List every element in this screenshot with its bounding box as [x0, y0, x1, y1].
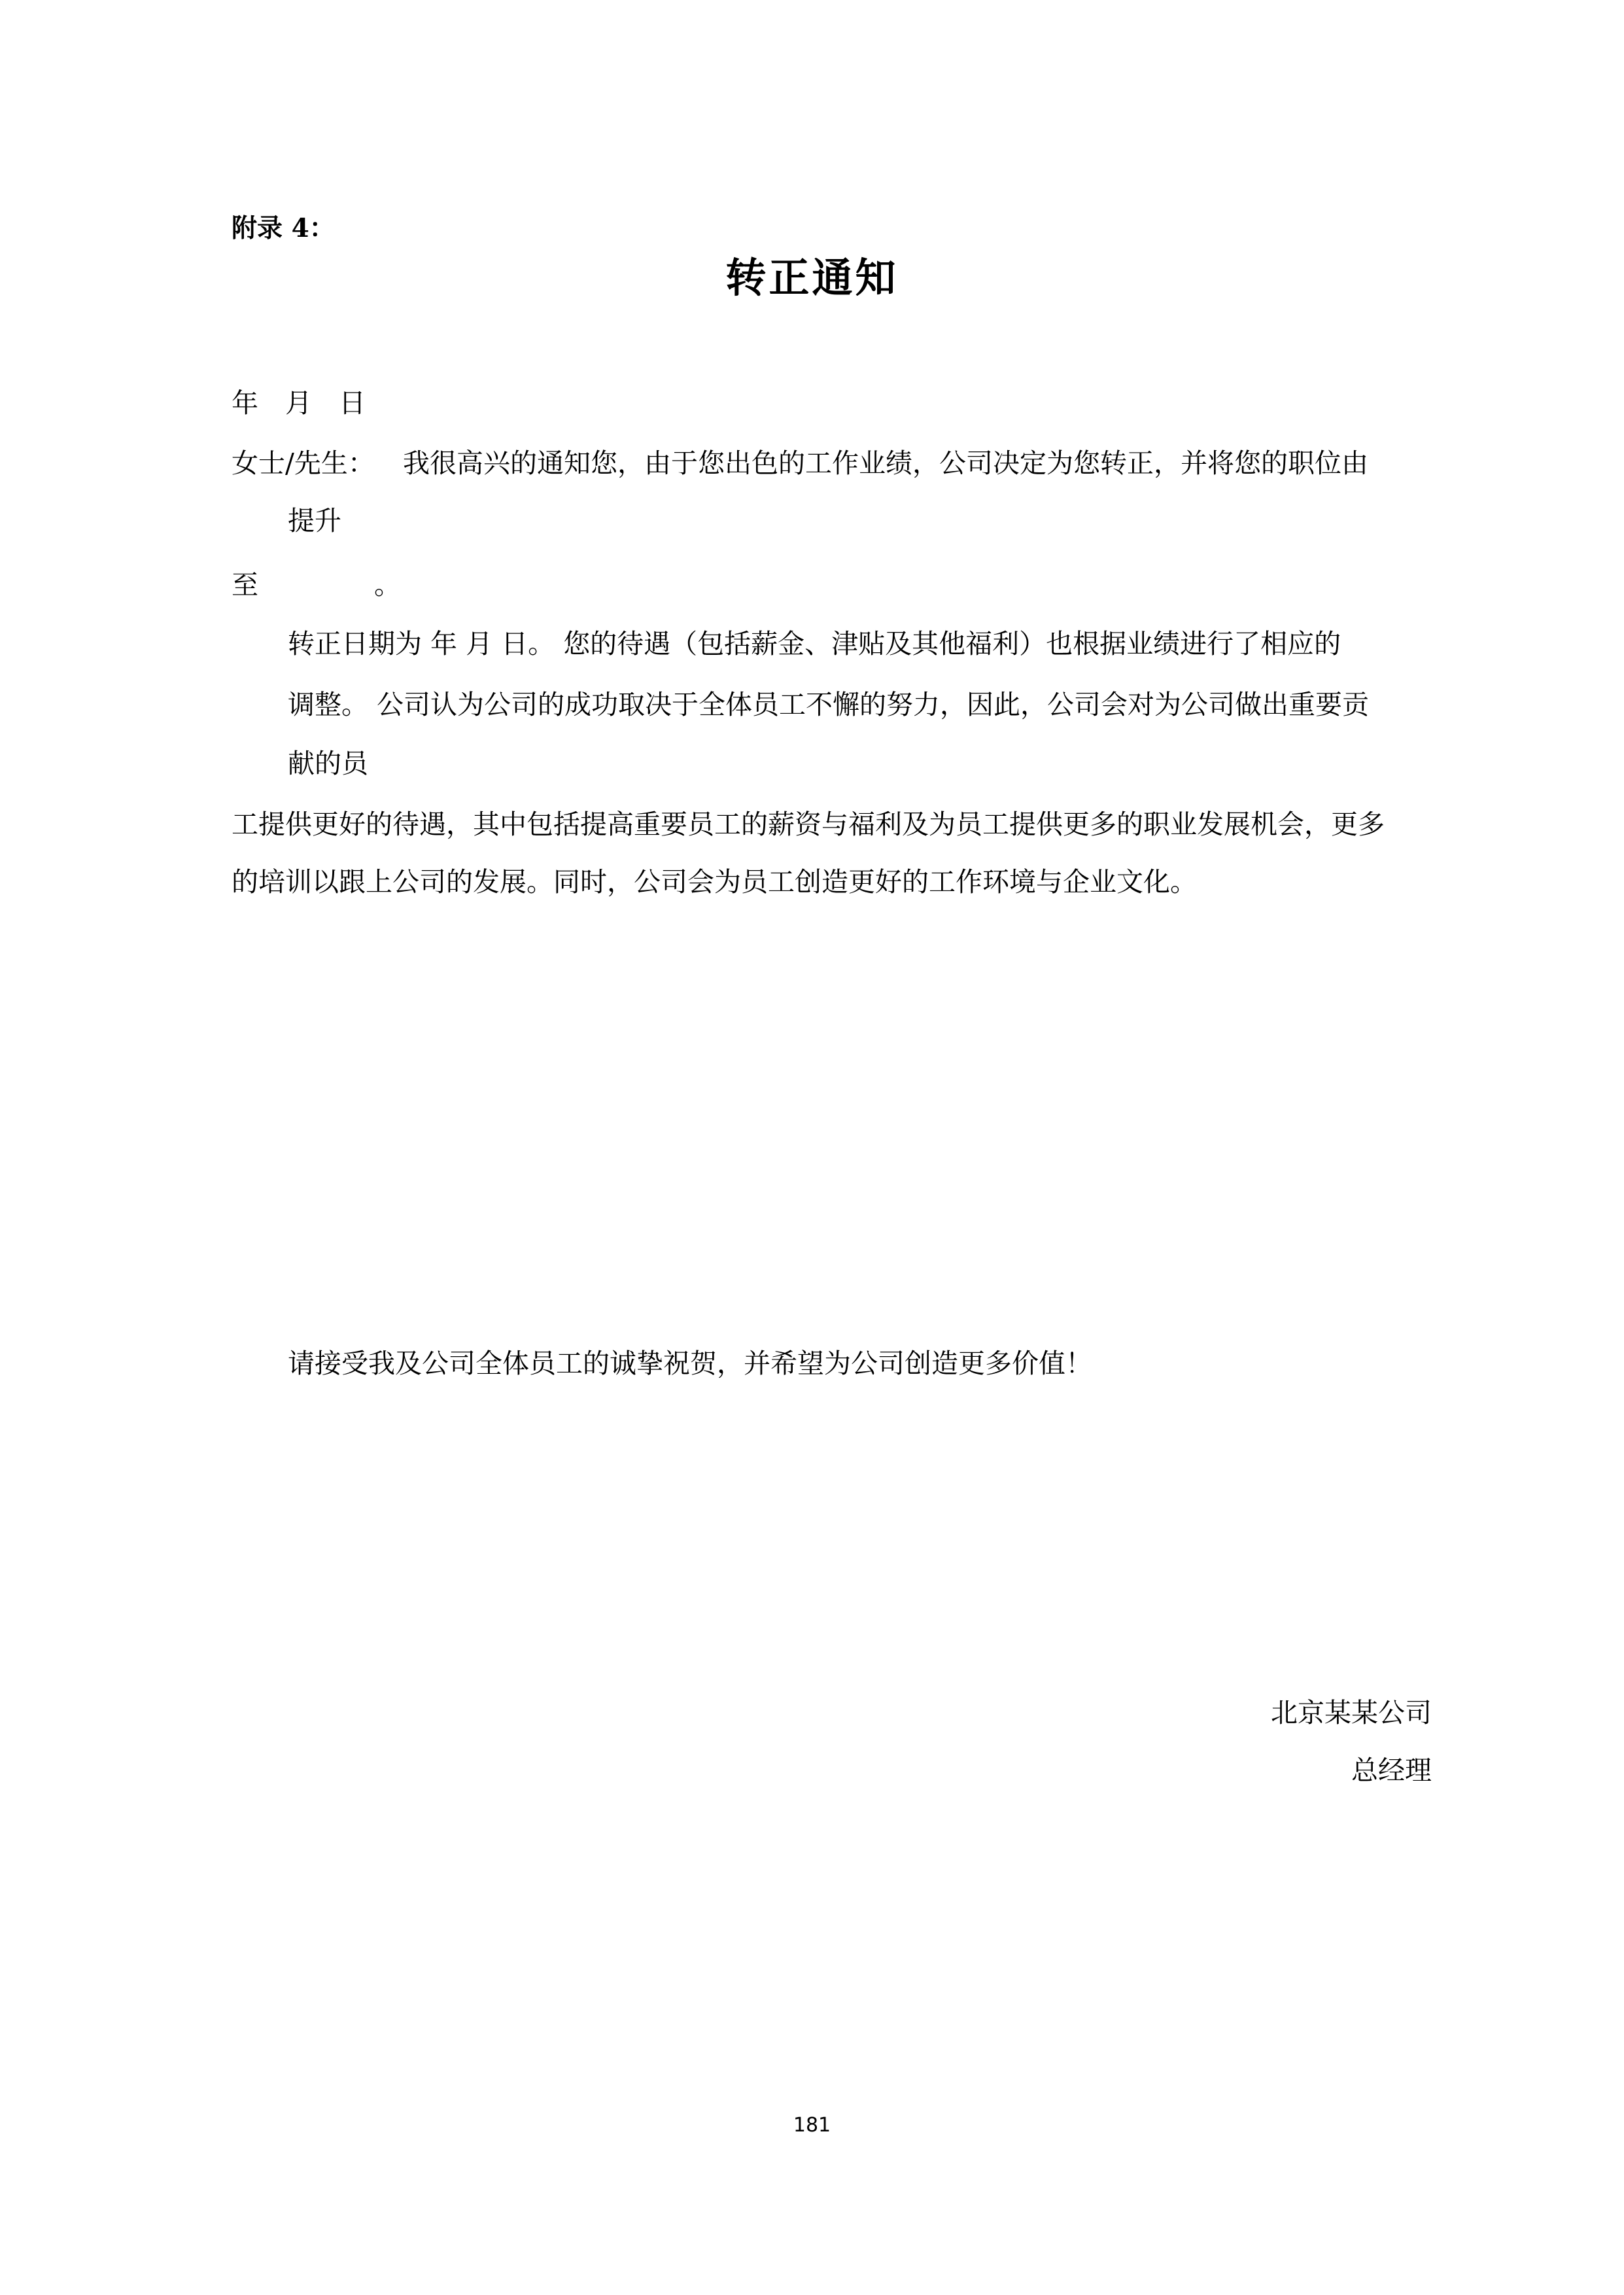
paragraph2-line3: 献的员 [288, 748, 368, 779]
paragraph1-line1: 我很高兴的通知您，由于您出色的工作业绩，公司决定为您转正，并将您的职位由 [403, 447, 1368, 479]
paragraph1-line3-start: 至 [232, 569, 258, 601]
closing-paragraph: 请接受我及公司全体员工的诚挚祝贺，并希望为公司创造更多价值！ [288, 1348, 1092, 1379]
paragraph1-line3-end: 。 [374, 569, 401, 601]
signature-company: 北京某某公司 [1271, 1697, 1432, 1728]
signature-title: 总经理 [1351, 1755, 1432, 1786]
paragraph2-line1: 转正日期为 年 月 日。 您的待遇（包括薪金、津贴及其他福利）也根据业绩进行了相应的 [288, 628, 1341, 659]
page-number: 181 [793, 2114, 831, 2137]
paragraph2-line2: 调整。 公司认为公司的成功取决于全体员工不懈的努力，因此，公司会对为公司做出重要贡 [288, 689, 1370, 720]
paragraph3-line2: 的培训以跟上公司的发展。同时，公司会为员工创造更好的工作环境与企业文化。 [232, 866, 1197, 898]
paragraph1-line2: 提升 [288, 505, 341, 536]
page-title: 转正通知 [725, 254, 899, 302]
date-line: 年 月 日 [232, 387, 366, 419]
salutation: 女士/先生： [232, 447, 375, 479]
paragraph3-line1: 工提供更好的待遇，其中包括提高重要员工的薪资与福利及为员工提供更多的职业发展机会，更多 [232, 809, 1385, 840]
appendix-label: 附录 4： [232, 213, 335, 243]
